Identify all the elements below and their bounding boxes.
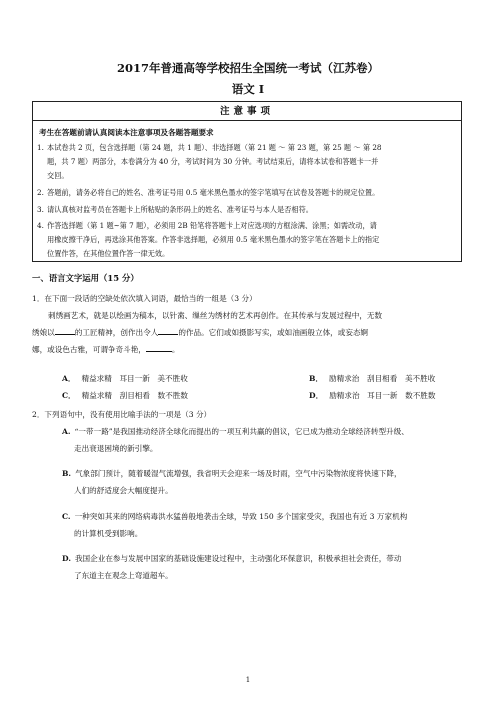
q1-option-a: [62, 373, 188, 384]
option-text: “一带一路”是我国推动经济全球化而提出的一项互利共赢的倡议，它已成为推动全球经济转型升级、: [74, 427, 409, 436]
notice-item-number: 3.: [37, 205, 44, 214]
option-letter: B．: [309, 374, 324, 383]
notice-item-line: 题，共 7 题）两部分，本卷满分为 40 分，考试时间为 30 分钟。考试结束后，请将本试卷和答题卡一并: [47, 157, 379, 166]
notice-heading: 注意事项: [33, 102, 461, 121]
fill-blank: [146, 343, 172, 352]
option-text: 的计算机受到影响。: [74, 529, 143, 538]
option-letter: B.: [62, 469, 72, 478]
notice-subheading: 考生在答题前请认真阅读本注意事项及各题答题要求: [39, 128, 214, 137]
notice-item-line: 用橡皮擦干净后，再选涂其他答案。作答非选择题，必须用 0.5 毫米黑色墨水的签字笔在答题卡上的指定: [47, 235, 380, 244]
subject-title: 语文 I: [231, 82, 265, 96]
notice-item-line: 请认真核对监考员在答题卡上所粘贴的条形码上的姓名、准考证号与本人是否相符。: [47, 205, 313, 214]
option-letter: A.: [62, 427, 71, 436]
section-heading: 一、语言文字运用（15 分）: [32, 273, 139, 283]
passage-text: 的作品。它们或如摄影写实，或如油画般立体，或妄态婀: [178, 328, 369, 337]
question-2-stem: 2．下列语句中，没有使用比喻手法的一项是（3 分）: [32, 410, 212, 419]
passage-text: 绣娘以: [32, 328, 55, 337]
notice-item-line: 本试卷共 2 页，包含选择题（第 24 题，共 1 题）、非选择题（第 21 题 ～ 第 23 题，第 25 题 ～ 第 28: [47, 143, 382, 152]
option-text: 一种突如其来的网络病毒洪水猛兽般地袭击全球，导致 150 多个国家受灾，我国也有近 3 万家机构: [74, 512, 408, 521]
passage-line: [32, 341, 462, 358]
notice-item-number: 1.: [37, 143, 44, 152]
passage-text: 的工匠精神，创作出令人: [74, 328, 159, 337]
notice-item-number: 4.: [37, 221, 44, 230]
option-text: 精益求精 耳目一新 美不胜收: [81, 374, 188, 383]
fill-blank: [158, 326, 178, 335]
option-text: 了东道主在观念上弯道超车。: [74, 571, 173, 580]
notice-item-number: 2.: [37, 188, 44, 197]
passage-line: 刺绣画艺术，就是以绘画为稿本，以针黹、缫丝为绣材的艺术再创作。在其传承与发展过程中，无数: [48, 311, 383, 320]
option-text: 人们的舒适度会大幅度提升。: [74, 486, 173, 495]
option-letter: C．: [62, 391, 76, 400]
option-text: 走出衰退困境的新引擎。: [74, 444, 158, 453]
option-letter: D．: [309, 391, 324, 400]
notice-item-line: 交回。: [47, 171, 69, 180]
option-letter: D.: [62, 554, 71, 563]
passage-text: 。: [171, 345, 180, 354]
notice-item-line: 位置作答，在其他位置作答一律无效。: [47, 249, 170, 258]
q1-option-c: [62, 390, 188, 401]
passage-text: 娜，或设色古雅，可谓争奇斗艳，: [32, 345, 146, 354]
option-text: 我国企业在参与发展中国家的基础设施建设过程中，主动强化环保意识，积极承担社会责任，带动: [74, 554, 402, 563]
fill-blank: [55, 326, 75, 335]
q2-option-a: [62, 423, 452, 457]
q1-option-b: [309, 373, 435, 384]
option-text: 精益求精 刮目相看 数不胜数: [81, 391, 188, 400]
page-number: 1: [245, 676, 251, 684]
option-text: 励精求治 刮目相看 美不胜收: [329, 374, 436, 383]
q2-option-c: [62, 508, 452, 542]
question-1-passage: [32, 307, 462, 358]
option-text: 气象部门预计，随着暖湿气流增强，我省明天会迎来一场及时雨，空气中污染物浓度将快速下降，: [75, 469, 402, 478]
notice-item-line: 答题前，请务必将自己的姓名、准考证号用 0.5 毫米黑色墨水的签字笔填写在试卷及答题卡的规定位置。: [47, 188, 380, 197]
option-text: 励精求治 耳目一新 数不胜数: [329, 391, 436, 400]
option-letter: A．: [62, 374, 76, 383]
exam-title: 2017年普通高等学校招生全国统一考试（江苏卷）: [116, 61, 379, 75]
notice-item-line: 作答选择题（第 1 题~第 7 题），必须用 2B 铅笔将答题卡上对应选项的方框涂满、涂黑；如需改动，请: [47, 221, 377, 230]
option-letter: C.: [62, 512, 71, 521]
q2-option-b: [62, 465, 452, 499]
question-1-stem: 1．在下面一段话的空缺处依次填入词语，最恰当的一组是（3 分）: [32, 294, 257, 303]
notice-box: [32, 101, 462, 262]
q2-option-d: [62, 550, 452, 584]
passage-line: [32, 324, 462, 341]
q1-option-d: [309, 390, 436, 401]
